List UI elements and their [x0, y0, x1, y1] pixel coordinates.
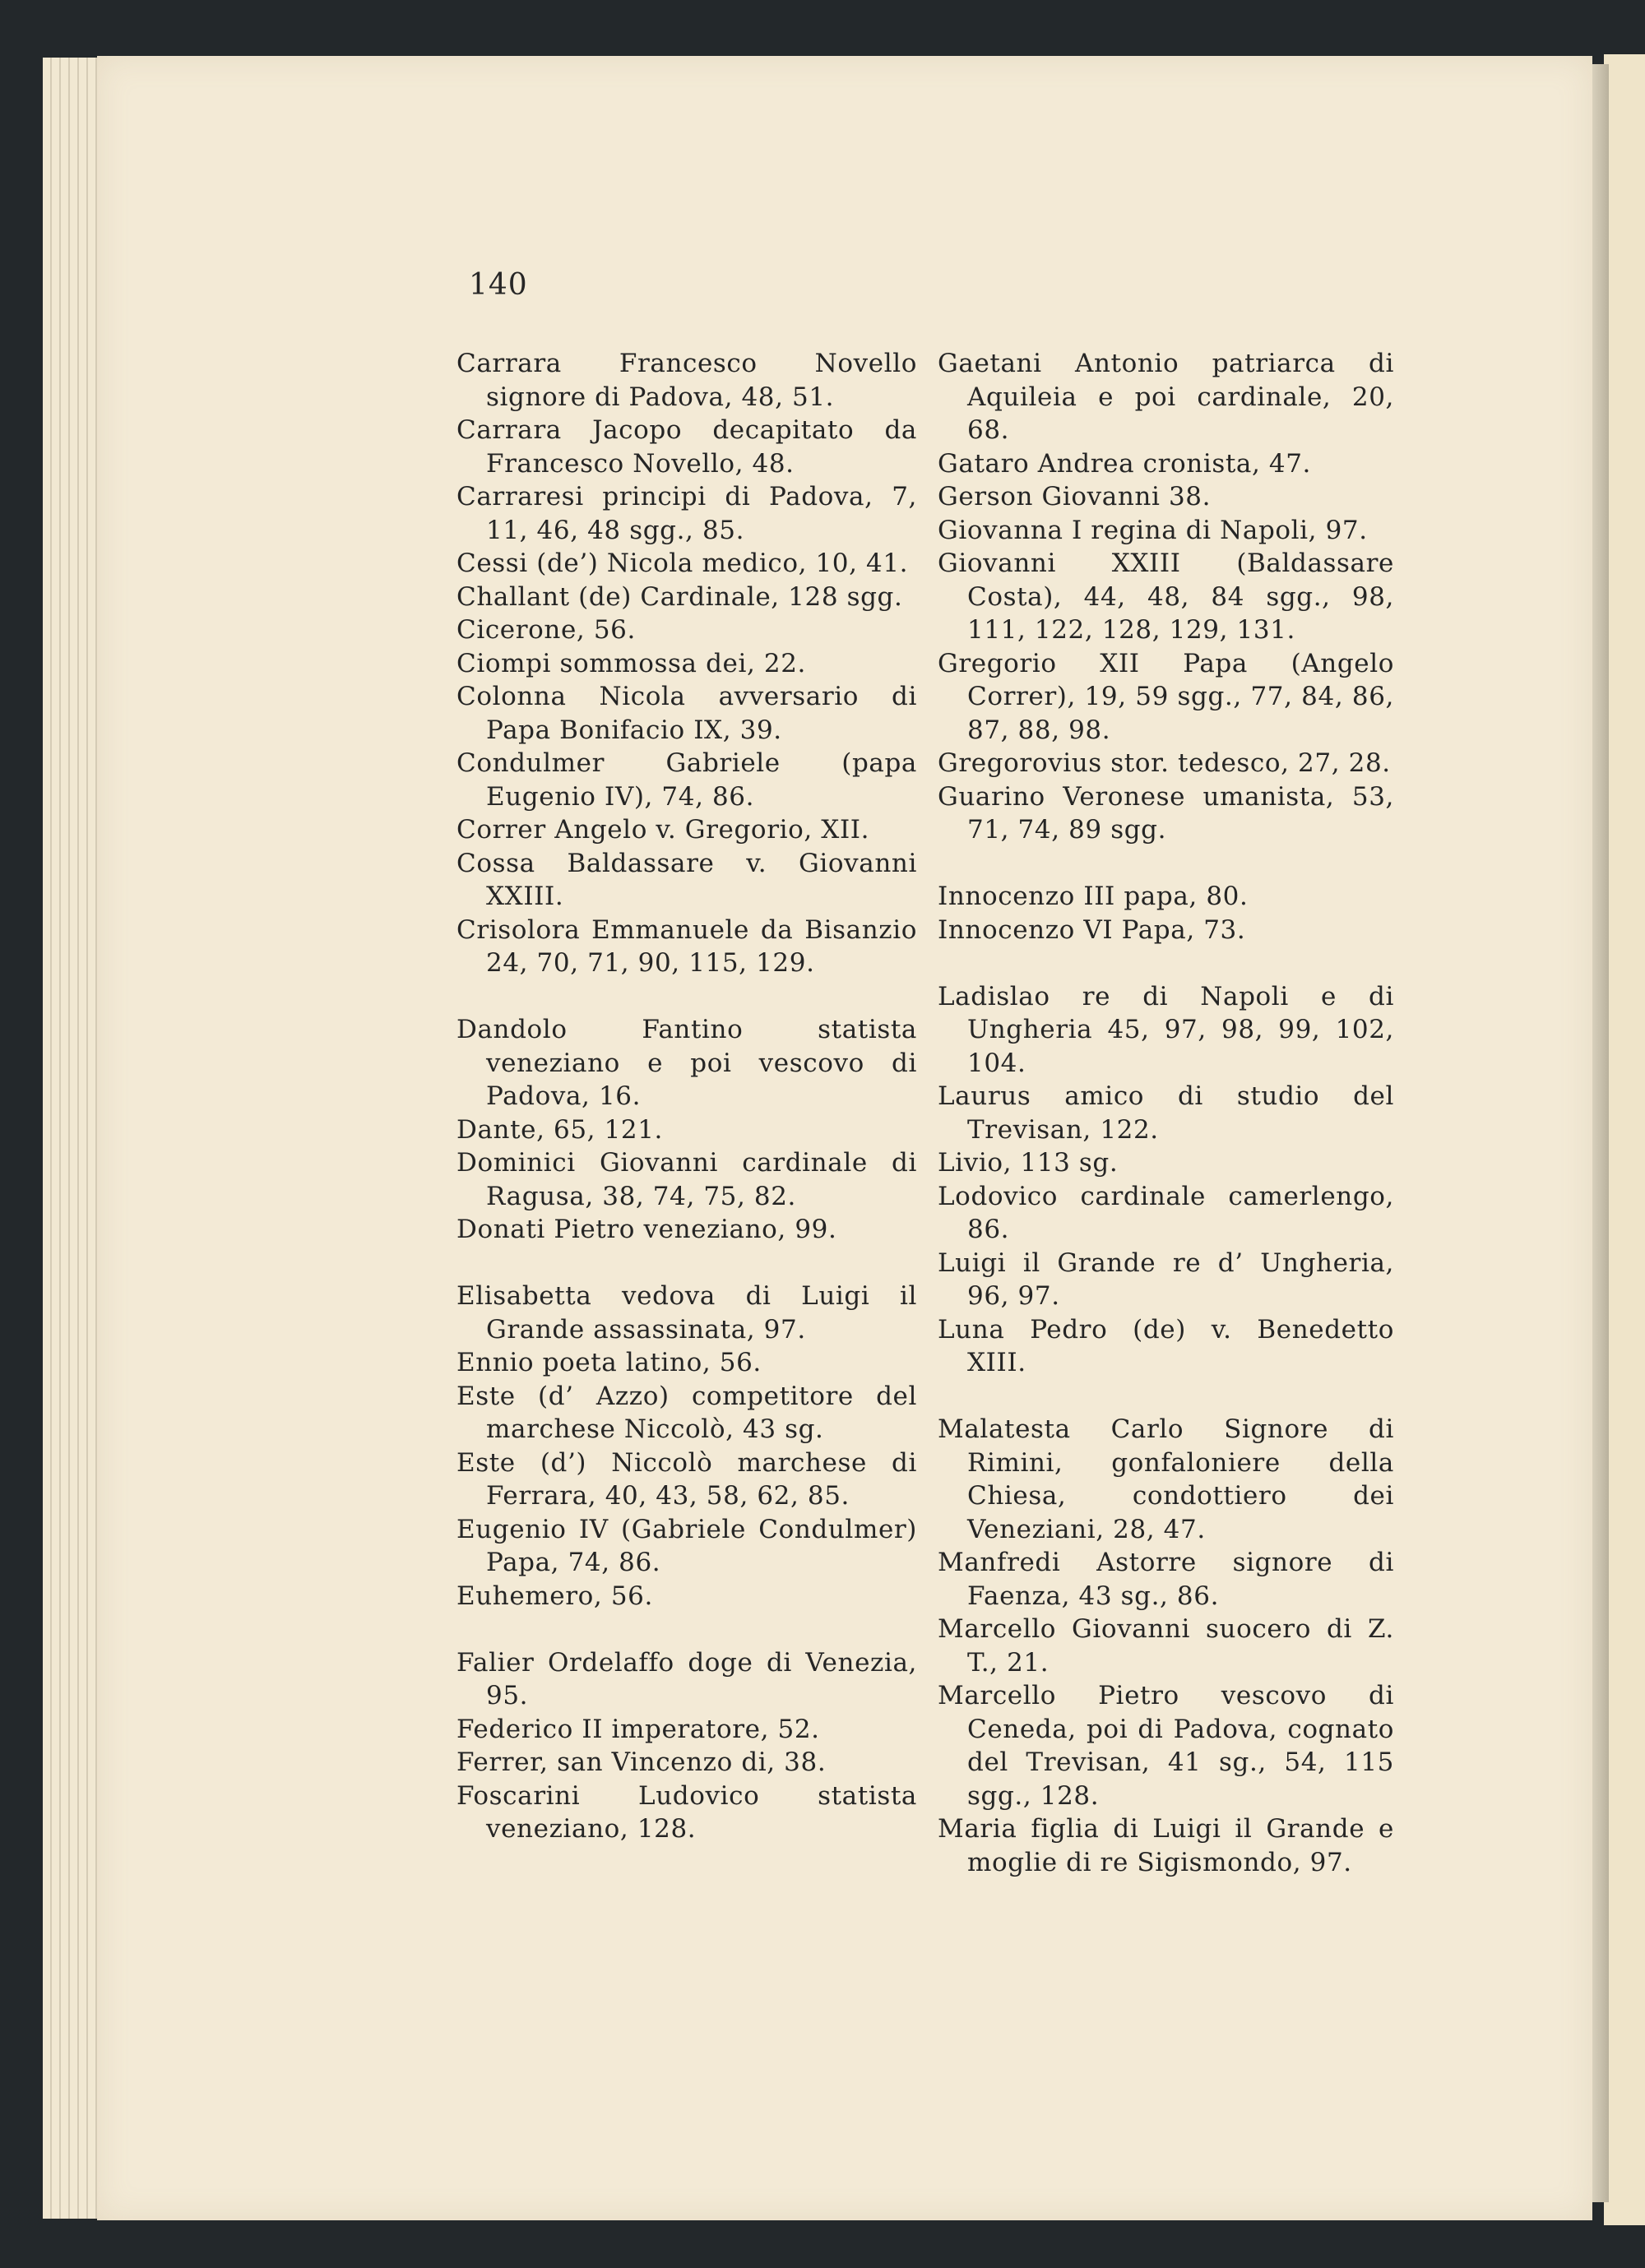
index-entry: Guarino Veronese umanista, 53, 71, 74, 89 sgg.	[938, 781, 1394, 845]
index-entry: Gregorovius stor. tedesco, 27, 28.	[938, 748, 1391, 778]
index-entry: Cossa Baldassare v. Giovanni XXIII.	[456, 848, 917, 911]
index-entry: Donati Pietro veneziano, 99.	[456, 1215, 837, 1244]
index-entry: Este (d’ Azzo) competitore del marchese Niccolò, 43 sg.	[456, 1381, 917, 1444]
index-entry: Luigi il Grande re d’ Ungheria, 96, 97.	[938, 1247, 1394, 1311]
section-gap	[938, 947, 1394, 980]
index-entry: Malatesta Carlo Signore di Rimini, gonfaloniere della Chiesa, condottiero dei Veneziani, 28, 47.	[938, 1414, 1394, 1544]
index-entry: Challant (de) Cardinale, 128 sgg.	[456, 581, 903, 612]
index-entry: Laurus amico di studio del Trevisan, 122.	[938, 1081, 1394, 1145]
index-entry: Dandolo Fantino statista veneziano e poi vescovo di Padova, 16.	[456, 1015, 917, 1111]
index-column-left	[456, 347, 917, 1846]
index-entry: Giovanni XXIII (Baldassare Costa), 44, 48, 84 sgg., 98, 111, 122, 128, 129, 131.	[938, 548, 1394, 645]
index-column-right	[938, 347, 1394, 1879]
index-entry: Gerson Giovanni 38.	[938, 482, 1212, 511]
index-entry: Ferrer, san Vincenzo di, 38.	[456, 1747, 827, 1777]
index-entry: Manfredi Astorre signore di Faenza, 43 sg., 86.	[938, 1548, 1394, 1611]
section-gap	[456, 980, 917, 1014]
index-entry: Livio, 113 sg.	[938, 1148, 1119, 1178]
index-entry: Dante, 65, 121.	[456, 1114, 663, 1145]
index-entry: Foscarini Ludovico statista veneziano, 128.	[456, 1780, 917, 1844]
index-entry: Cessi (de’) Nicola medico, 10, 41.	[456, 548, 909, 578]
index-entry: Condulmer Gabriele (papa Eugenio IV), 74, 86.	[456, 748, 917, 812]
index-entry: Dominici Giovanni cardinale di Ragusa, 38, 74, 75, 82.	[456, 1148, 917, 1211]
index-entry: Carrara Jacopo decapitato da Francesco Novello, 48.	[456, 415, 917, 479]
index-entry: Falier Ordelaffo doge di Venezia, 95.	[456, 1647, 917, 1710]
index-entry: Cicerone, 56.	[456, 615, 636, 645]
index-entry: Correr Angelo v. Gregorio, XII.	[456, 815, 870, 845]
index-entry: Gataro Andrea cronista, 47.	[938, 448, 1311, 479]
index-entry: Crisolora Emmanuele da Bisanzio 24, 70, 71, 90, 115, 129.	[456, 914, 917, 978]
section-gap	[456, 1613, 917, 1646]
index-entry: Giovanna I regina di Napoli, 97.	[938, 515, 1368, 545]
page-number: 140	[469, 268, 528, 302]
index-entry: Innocenzo III papa, 80.	[938, 882, 1249, 911]
index-entry: Gregorio XII Papa (Angelo Correr), 19, 59 sgg., 77, 84, 86, 87, 88, 98.	[938, 648, 1394, 745]
index-entry: Luna Pedro (de) v. Benedetto XIII.	[938, 1314, 1394, 1377]
index-entry: Ciompi sommossa dei, 22.	[456, 648, 806, 678]
index-entry: Federico II imperatore, 52.	[456, 1714, 820, 1744]
index-entry: Carraresi principi di Padova, 7, 11, 46, 48 sgg., 85.	[456, 482, 917, 545]
index-entry: Lodovico cardinale camerlengo, 86.	[938, 1181, 1394, 1244]
index-entry: Euhemero, 56.	[456, 1581, 653, 1611]
index-entry: Ennio poeta latino, 56.	[456, 1348, 762, 1377]
index-entry: Innocenzo VI Papa, 73.	[938, 914, 1246, 945]
index-entry: Carrara Francesco Novello signore di Padova, 48, 51.	[456, 349, 917, 412]
facing-page-edge	[1604, 54, 1645, 2225]
section-gap	[456, 1247, 917, 1280]
section-gap	[938, 1380, 1394, 1414]
index-entry: Ladislao re di Napoli e di Ungheria 45, 97, 98, 99, 102, 104.	[938, 981, 1394, 1078]
index-entry: Marcello Pietro vescovo di Ceneda, poi di Padova, cognato del Trevisan, 41 sg., 54, 115 sgg., 128.	[938, 1681, 1394, 1811]
section-gap	[938, 847, 1394, 881]
index-entry: Maria figlia di Luigi il Grande e moglie di re Sigismondo, 97.	[938, 1814, 1394, 1877]
page-gutter-shadow	[1592, 64, 1609, 2202]
index-entry: Marcello Giovanni suocero di Z. T., 21.	[938, 1614, 1394, 1678]
index-entry: Eugenio IV (Gabriele Condulmer) Papa, 74, 86.	[456, 1514, 917, 1577]
index-entry: Este (d’) Niccolò marchese di Ferrara, 40, 43, 58, 62, 85.	[456, 1447, 917, 1511]
index-entry: Elisabetta vedova di Luigi il Grande assassinata, 97.	[456, 1281, 917, 1345]
index-entry: Gaetani Antonio patriarca di Aquileia e poi cardinale, 20, 68.	[938, 349, 1394, 445]
index-entry: Colonna Nicola avversario di Papa Bonifacio IX, 39.	[456, 682, 917, 745]
